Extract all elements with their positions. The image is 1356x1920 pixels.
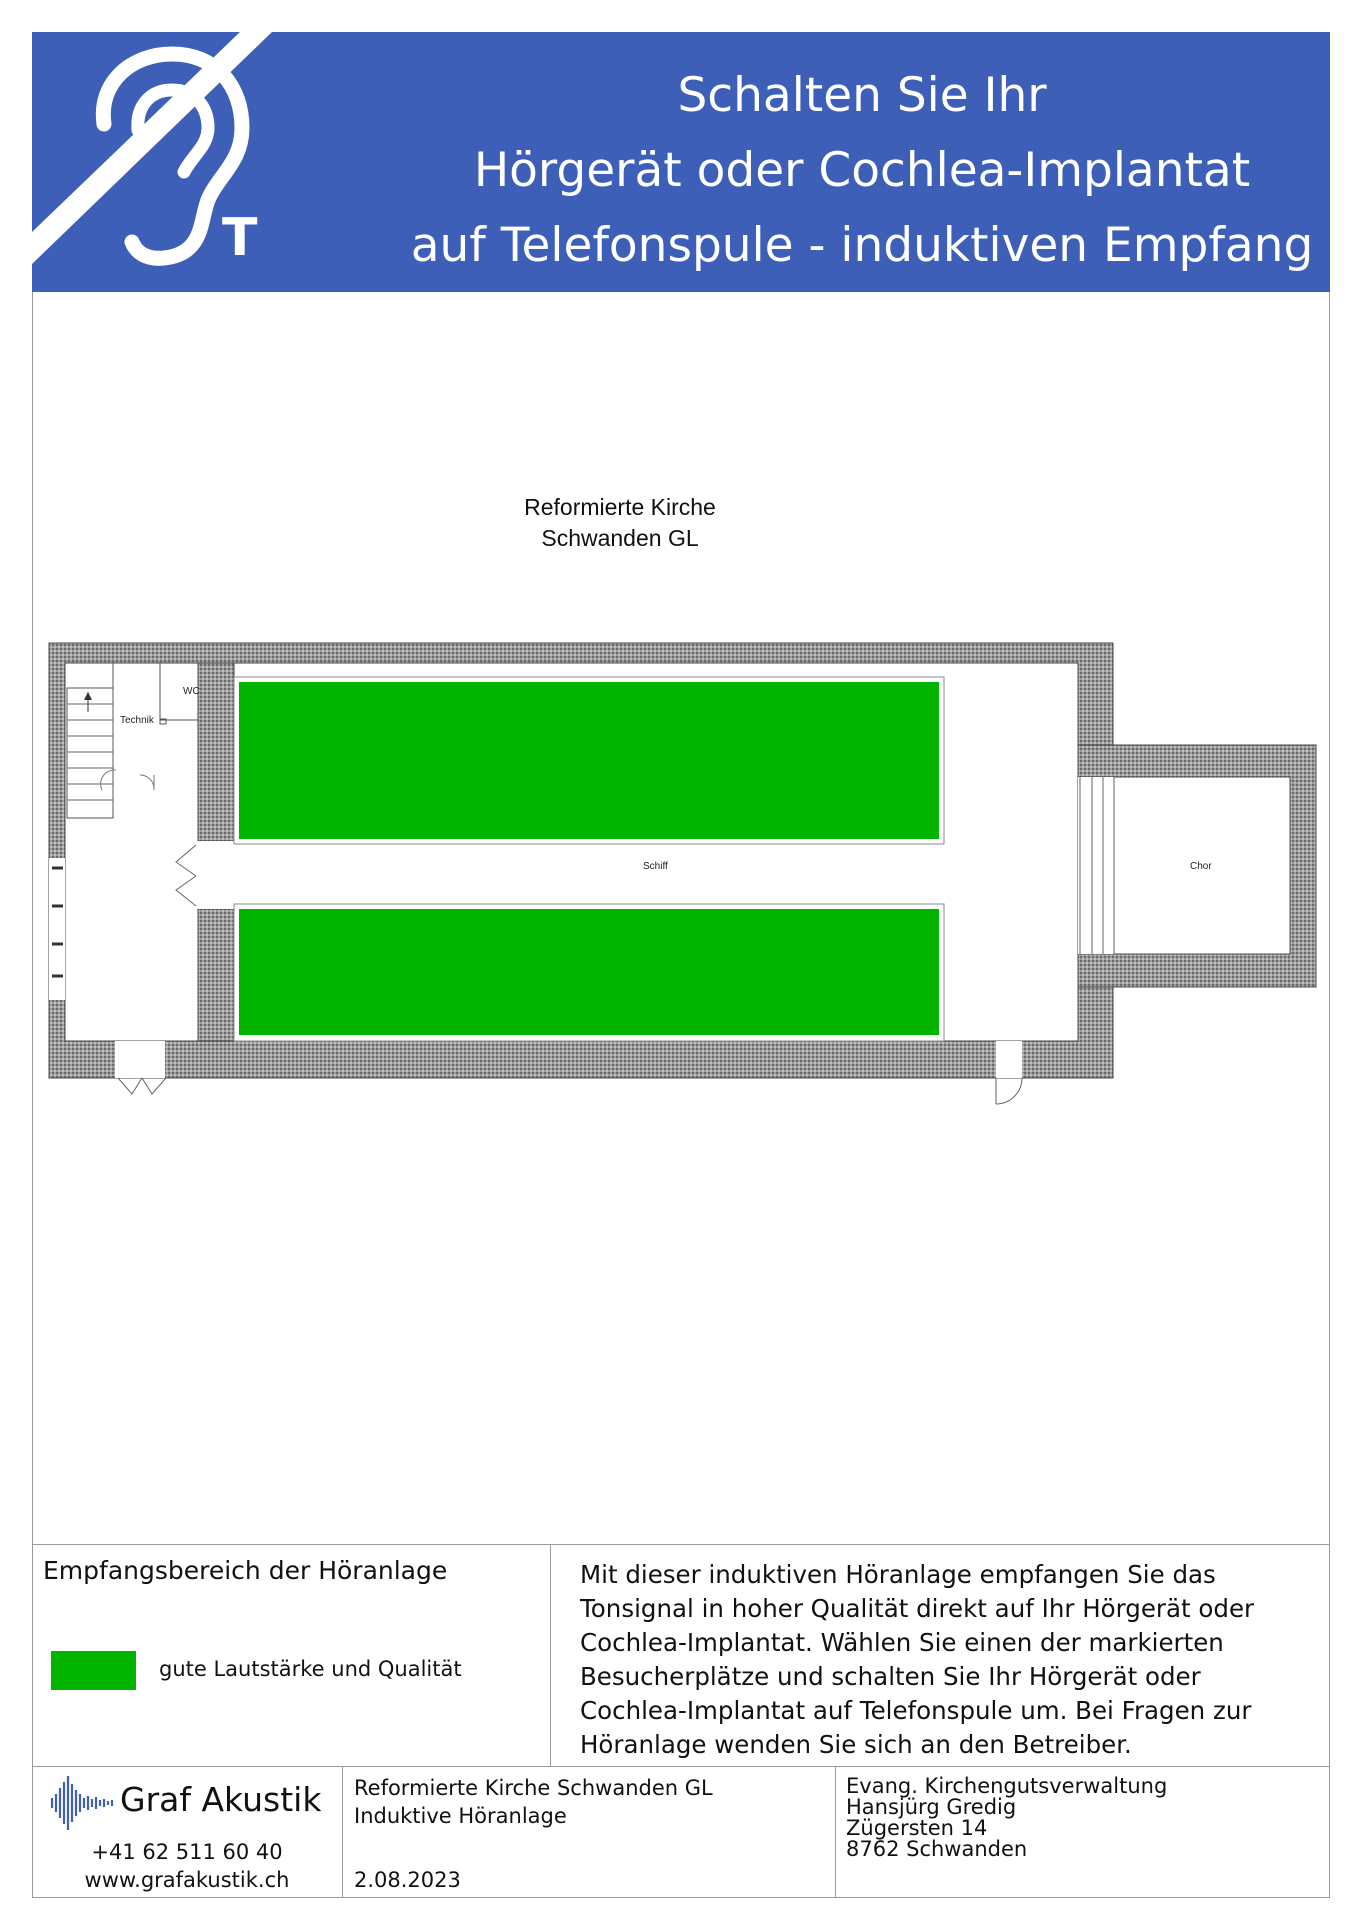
project-name: Reformierte Kirche Schwanden GL xyxy=(354,1776,713,1800)
legend-title: Empfangsbereich der Höranlage xyxy=(43,1556,448,1585)
description-line-2: Tonsignal in hoher Qualität direkt auf Ihr Hörgerät oder xyxy=(580,1594,1255,1623)
description-line-5: Cochlea-Implantat auf Telefonspule um. Bei Fragen zur xyxy=(580,1696,1252,1725)
inner-double-door xyxy=(176,841,234,909)
header-line-3: auf Telefonspule - induktiven Empfang xyxy=(410,218,1314,273)
description-line-3: Cochlea-Implantat. Wählen Sie einen der markierten xyxy=(580,1628,1224,1657)
choir-opening xyxy=(1078,777,1114,954)
inner-wall-bottom xyxy=(198,909,234,1041)
operator-line-4: 8762 Schwanden xyxy=(846,1837,1028,1861)
room-label-wc: WC xyxy=(183,686,200,697)
project-type: Induktive Höranlage xyxy=(354,1804,567,1828)
header-line-1: Schalten Sie Ihr xyxy=(677,68,1047,123)
coverage-area-south xyxy=(234,904,944,1041)
header-line-2: Hörgerät oder Cochlea-Implantat xyxy=(473,143,1251,198)
company-phone: +41 62 511 60 40 xyxy=(91,1840,283,1864)
room-label-schiff: Schiff xyxy=(643,861,668,872)
description-line-1: Mit dieser induktiven Höranlage empfangen Sie das xyxy=(580,1560,1216,1589)
info-panel xyxy=(32,1544,1330,1898)
inner-wall-top xyxy=(198,663,234,841)
legend-label-good: gute Lautstärke und Qualität xyxy=(159,1657,462,1681)
staircase xyxy=(67,688,113,818)
operator-line-3: Zügersten 14 xyxy=(846,1816,988,1840)
technik-wc-partitions xyxy=(67,663,198,818)
description-line-4: Besucherplätze und schalten Sie Ihr Hörgerät oder xyxy=(580,1662,1201,1691)
legend-swatch-good xyxy=(51,1651,136,1690)
plan-title-line-1: Reformierte Kirche xyxy=(524,494,716,520)
description xyxy=(580,1558,1320,1762)
company-name: Graf Akustik xyxy=(120,1780,322,1819)
description-line-6: Höranlage wenden Sie sich an den Betreiber. xyxy=(580,1730,1132,1759)
operator-line-1: Evang. Kirchengutsverwaltung xyxy=(846,1774,1168,1798)
side-door xyxy=(996,1041,1022,1104)
coverage-area-north xyxy=(234,677,944,844)
project-date: 2.08.2023 xyxy=(354,1868,461,1892)
room-label-chor: Chor xyxy=(1190,861,1212,872)
left-windows xyxy=(49,858,65,1000)
soundwave-logo-icon xyxy=(50,1774,116,1832)
room-label-technik: Technik xyxy=(120,715,154,726)
plan-title-line-2: Schwanden GL xyxy=(541,525,699,551)
operator-line-2: Hansjürg Gredig xyxy=(846,1795,1017,1819)
main-entrance-door xyxy=(115,1041,166,1094)
telecoil-letter: T xyxy=(222,208,258,268)
company-website: www.grafakustik.ch xyxy=(84,1868,290,1892)
